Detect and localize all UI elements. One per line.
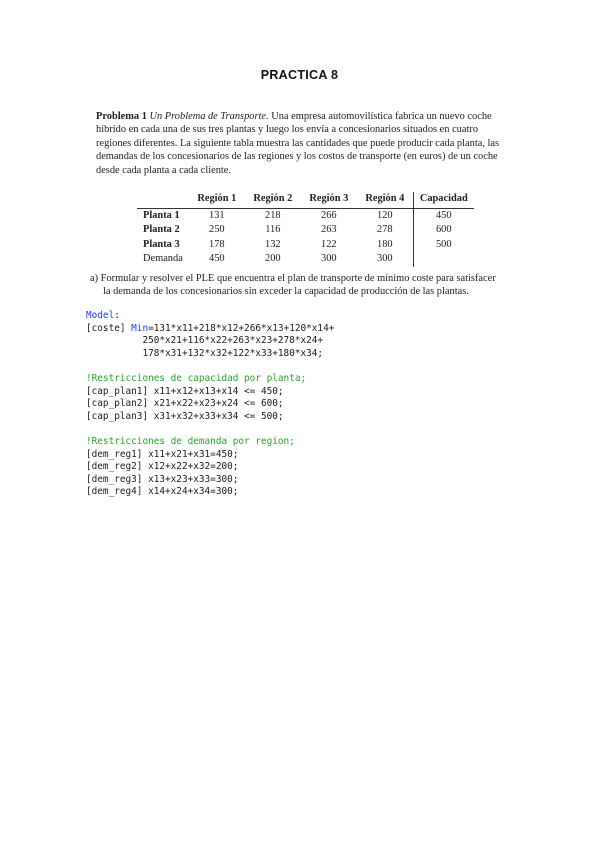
lingo-model-code — [86, 310, 334, 499]
problem-line: demandas de los concesionarios de las regiones y los costos de transporte (en euros) de un coche — [96, 151, 498, 163]
objective-expr: =131*x11+218*x12+266*x13+120*x14+ — [148, 322, 335, 334]
table-cell: 263 — [321, 224, 337, 235]
question-a — [90, 272, 520, 299]
table-cell: 132 — [265, 238, 281, 250]
row-label: Planta 2 — [143, 224, 180, 235]
code-line: [cap_plan1] x11+x12+x13+x14 <= 450; — [86, 385, 284, 397]
demand-cell: 300 — [377, 253, 393, 264]
code-line: [dem_reg4] x14+x24+x34=300; — [86, 486, 239, 498]
table-cell: 250 — [209, 224, 225, 235]
problem-label: Problema 1 — [96, 111, 147, 122]
code-line: [dem_reg1] x11+x21+x31=450; — [86, 448, 239, 460]
problem-text: Una empresa automovilística fabrica un nuevo coche — [271, 111, 492, 122]
code-line: [dem_reg3] x13+x23+x33=300; — [86, 473, 239, 485]
table-row — [137, 223, 474, 238]
code-line: [cap_plan2] x21+x22+x23+x24 <= 600; — [86, 398, 284, 410]
row-label: Planta 1 — [143, 209, 180, 221]
code-line — [86, 323, 334, 336]
model-keyword: Model — [86, 310, 115, 321]
table-header-region-3: Región 3 — [301, 192, 357, 208]
table-header-corner — [137, 192, 189, 208]
table-cell: 116 — [265, 224, 281, 235]
demand-label: Demanda — [143, 253, 183, 264]
code-line: [dem_reg2] x12+x22+x32=200; — [86, 461, 239, 473]
capacity-cell: 600 — [413, 223, 473, 238]
capacity-cell: 500 — [413, 238, 473, 253]
problem-line — [96, 110, 516, 123]
demand-cell: 200 — [265, 253, 281, 264]
question-line: la demanda de los concesionarios sin exceder la capacidad de producción de las plantas. — [103, 286, 469, 298]
code-line: 178*x31+132*x32+122*x33+180*x34; — [86, 347, 324, 359]
table-header-row — [137, 192, 474, 208]
table-header-capacity: Capacidad — [413, 192, 473, 208]
question-line: a) Formular y resolver el PLE que encuentra el plan de transporte de mínimo coste para satisfacer — [90, 273, 496, 284]
table-cell: 180 — [377, 238, 393, 250]
table-cell: 178 — [209, 238, 225, 250]
table-cell: 218 — [265, 209, 281, 221]
code-line: [cap_plan3] x31+x32+x33+x34 <= 500; — [86, 410, 284, 422]
capacity-cell: 450 — [413, 208, 473, 223]
problem-statement — [96, 110, 516, 177]
table-cell: 266 — [321, 209, 337, 221]
problem-line: híbrido en cada una de sus tres plantas y luego los envía a concesionarios situados en cuatro — [96, 124, 479, 136]
table-cell: 122 — [321, 238, 337, 250]
table-row — [137, 238, 474, 253]
demand-empty-cell — [413, 252, 473, 267]
table-cell: 131 — [209, 209, 225, 221]
code-blank-line — [86, 423, 334, 436]
table-header-region-4: Región 4 — [357, 192, 414, 208]
code-line: 250*x21+116*x22+263*x23+278*x24+ — [86, 335, 324, 347]
row-label: Planta 3 — [143, 238, 180, 250]
table-header-region-1: Región 1 — [189, 192, 245, 208]
table-row — [137, 208, 474, 223]
demand-cell: 300 — [321, 253, 337, 264]
transport-table — [137, 192, 474, 267]
table-cell: 120 — [377, 209, 393, 221]
page-title: PRACTICA 8 — [260, 68, 339, 82]
min-keyword: Min — [131, 322, 149, 334]
model-colon: : — [114, 310, 120, 321]
table-cell: 278 — [377, 224, 393, 235]
demand-row — [137, 252, 474, 267]
demand-cell: 450 — [209, 253, 225, 264]
code-blank-line — [86, 360, 334, 373]
problem-subtitle: Un Problema de Transporte. — [149, 111, 269, 122]
problem-line: regiones diferentes. La siguiente tabla muestra las cantidades que puede producir cada planta, las — [96, 137, 500, 149]
objective-name: [coste] — [86, 322, 132, 334]
capacity-comment: !Restricciones de capacidad por planta; — [86, 372, 307, 384]
demand-comment: !Restricciones de demanda por region; — [86, 435, 295, 447]
table-header-region-2: Región 2 — [245, 192, 301, 208]
problem-line: desde cada planta a cada cliente. — [96, 164, 231, 176]
code-line — [86, 310, 334, 323]
